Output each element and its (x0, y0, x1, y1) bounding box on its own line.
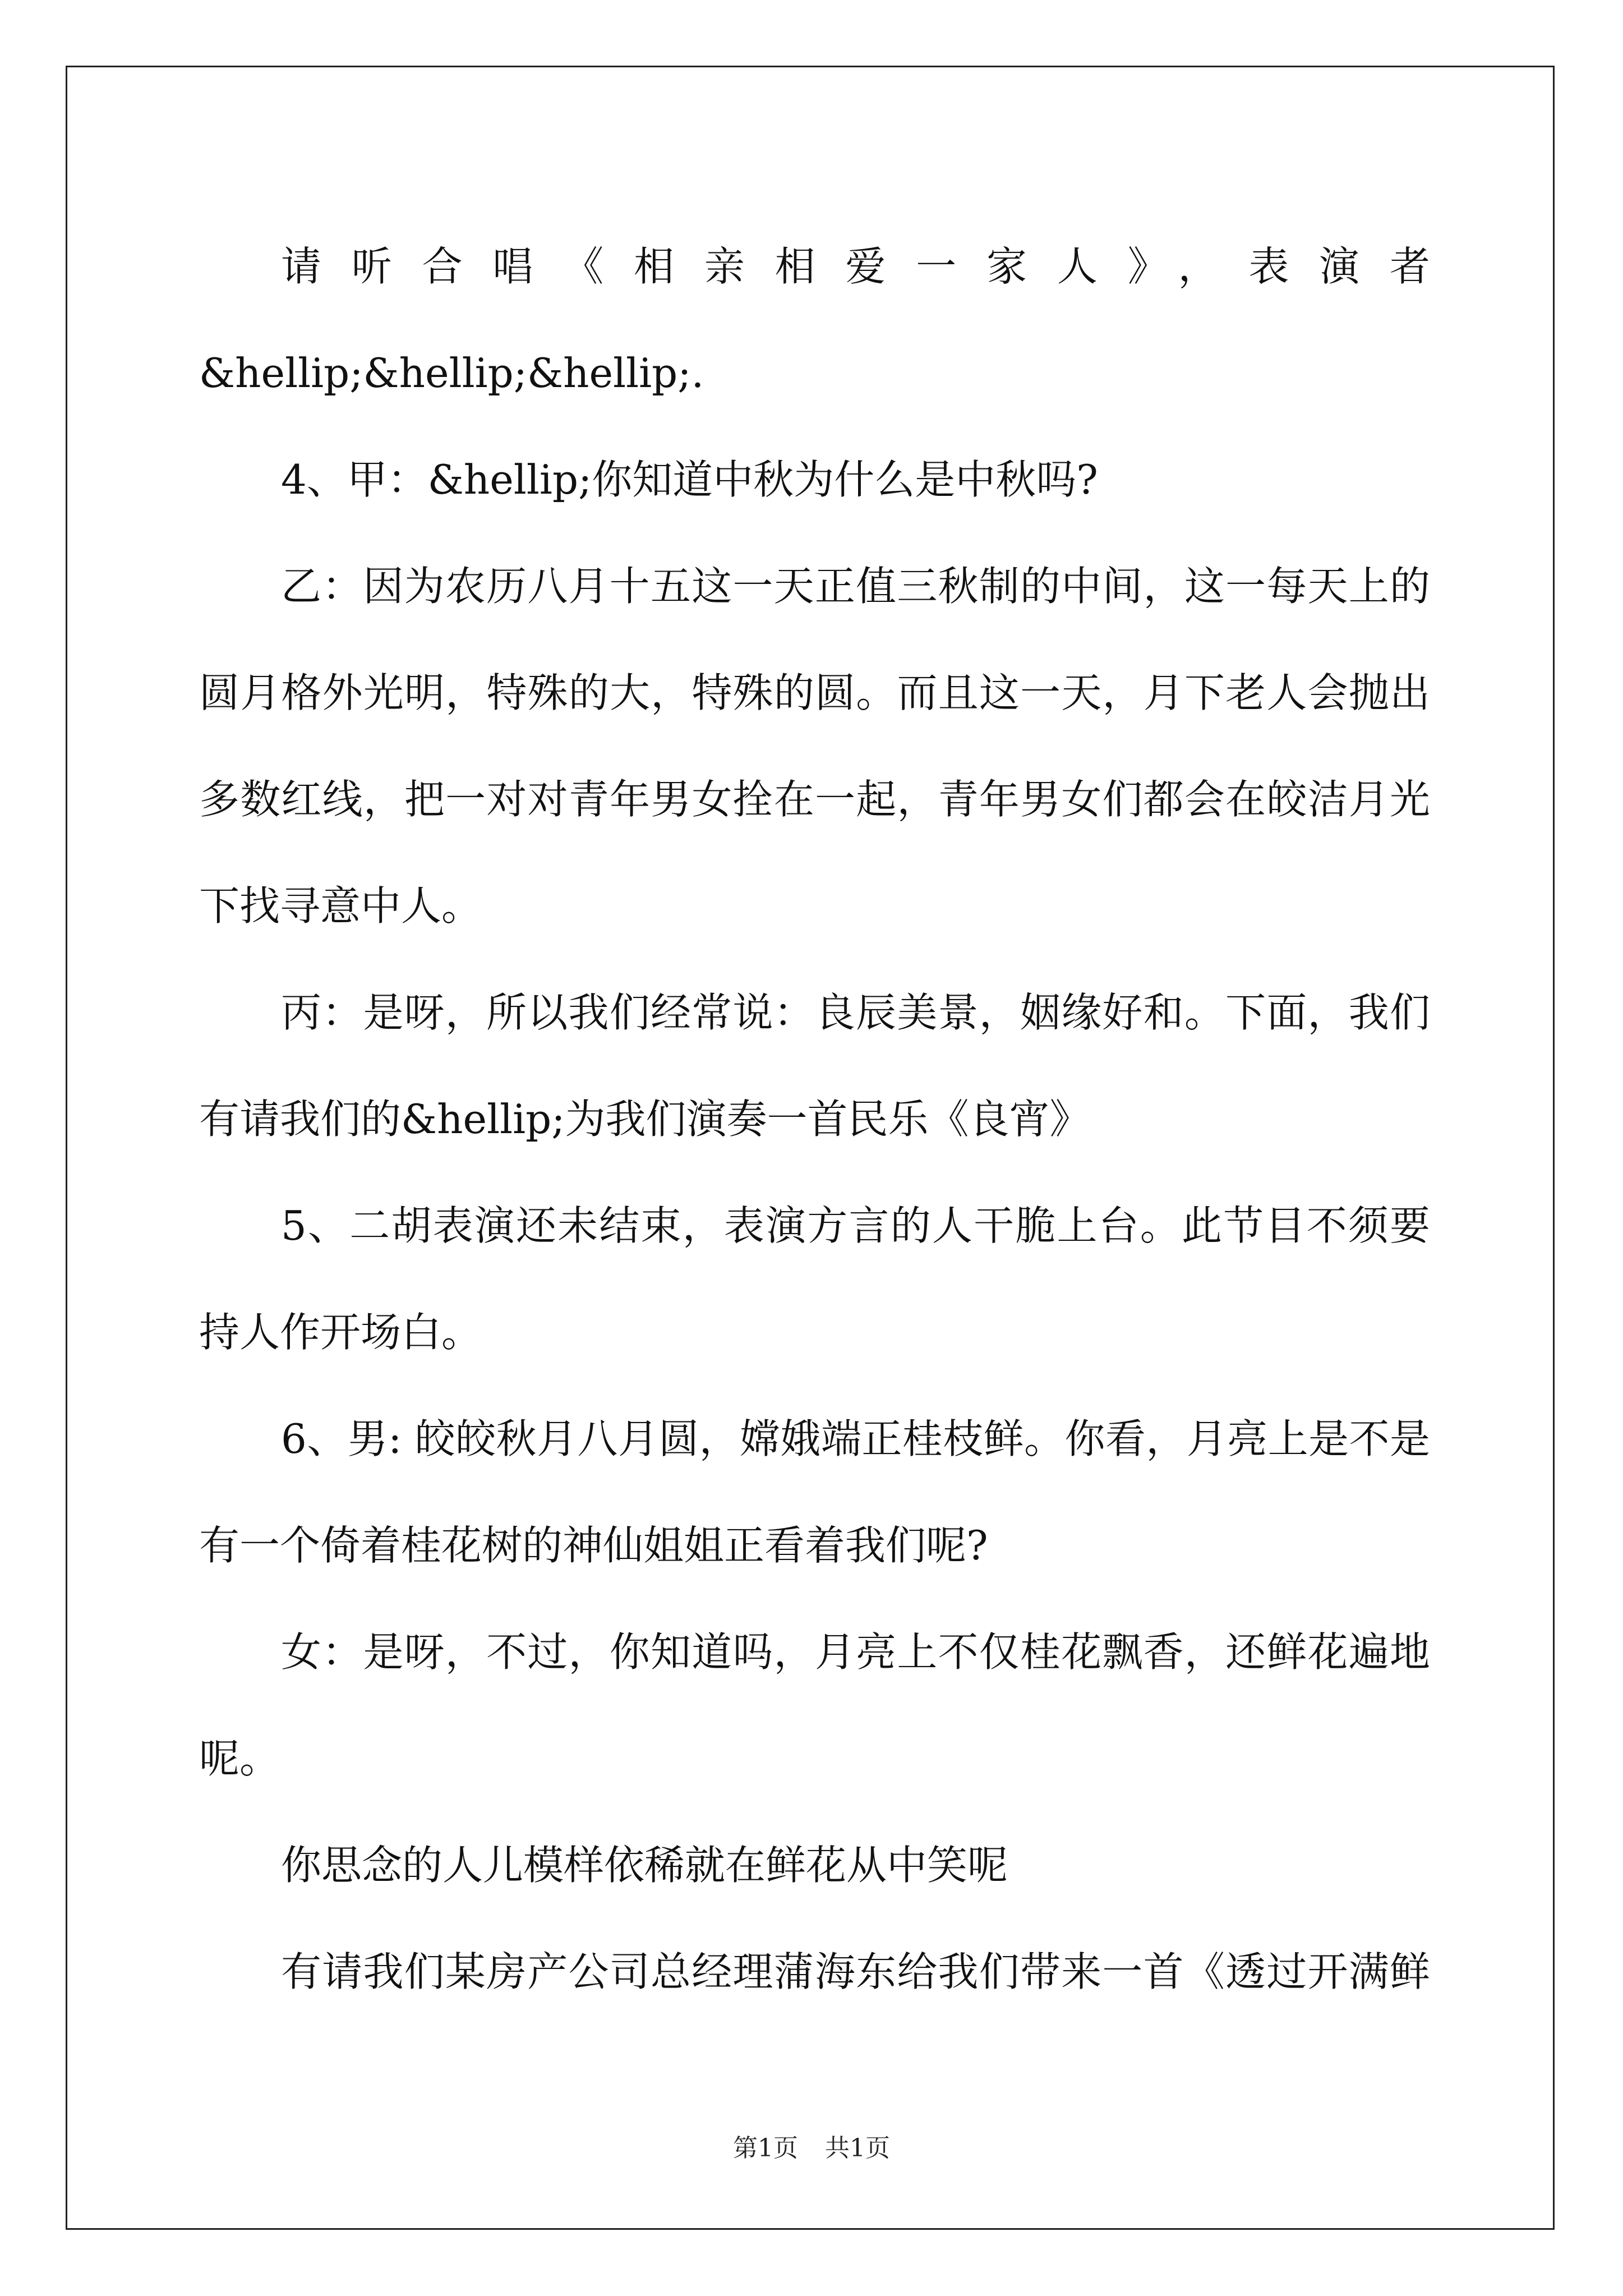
paragraph-line-17: 有请我们某房产公司总经理蒲海东给我们带来一首《透过开满鲜 (281, 1948, 1430, 1995)
paragraph-line-2: &hellip;&hellip;&hellip;. (199, 349, 704, 397)
paragraph-line-1: 请听合唱《相亲相爱一家人》，表演者 (281, 243, 1430, 290)
paragraph-line-10: 5、二胡表演还未结束，表演方言的人干脆上台。此节目不须要 (281, 1202, 1430, 1249)
paragraph-line-11: 持人作开场白。 (199, 1309, 482, 1356)
page-total: 共1页 (825, 2134, 890, 2162)
page-footer (0, 2132, 1623, 2165)
paragraph-line-16: 你思念的人儿模样依稀就在鲜花从中笑呢 (281, 1842, 1008, 1889)
paragraph-line-6: 多数红线，把一对对青年男女拴在一起，青年男女们都会在皎洁月光 (199, 776, 1430, 823)
paragraph-line-14: 女：是呀，不过，你知道吗，月亮上不仅桂花飘香，还鲜花遍地 (281, 1628, 1430, 1676)
paragraph-line-8: 丙：是呀，所以我们经常说：良辰美景，姻缘好和。下面，我们 (281, 989, 1430, 1036)
paragraph-line-15: 呢。 (199, 1735, 280, 1782)
paragraph-line-4: 乙：因为农历八月十五这一天正值三秋制的中间，这一每天上的 (281, 563, 1430, 610)
paragraph-line-9: 有请我们的&hellip;为我们演奏一首民乐《良宵》 (199, 1096, 1090, 1143)
paragraph-line-5: 圆月格外光明，特殊的大，特殊的圆。而且这一天，月下老人会抛出 (199, 669, 1430, 716)
page-number: 第1页 (733, 2134, 798, 2162)
document-body (199, 213, 1430, 2025)
paragraph-line-12: 6、男: 皎皎秋月八月圆，嫦娥端正桂枝鲜。你看，月亮上是不是 (281, 1415, 1430, 1462)
paragraph-line-7: 下找寻意中人。 (199, 882, 482, 930)
paragraph-line-13: 有一个倚着桂花树的神仙姐姐正看着我们呢? (199, 1522, 988, 1569)
paragraph-line-3: 4、甲：&hellip;你知道中秋为什么是中秋吗? (281, 456, 1098, 503)
